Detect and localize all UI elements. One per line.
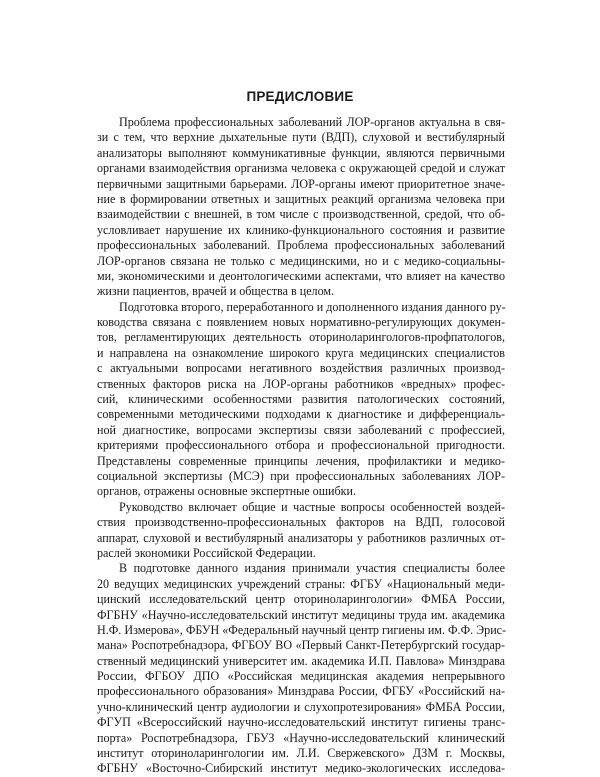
text-line: ководства связана с появлением новых нормативно-регулирующих докумен- — [97, 315, 505, 330]
page-title: ПРЕДИСЛОВИЕ — [246, 89, 354, 104]
text-line: ственных факторов риска на ЛОР-органы работников «вредных» профес- — [97, 376, 505, 391]
text-line: жизни пациентов, врачей и общества в целом. — [97, 284, 335, 299]
text-line: Руководство включает общие и частные вопросы особенностей воздей- — [119, 499, 505, 514]
text-line: ЛОР-органов связана не только с медицинскими, но и с медико-социальны- — [97, 253, 505, 268]
text-line: профессиональных заболеваний. Проблема профессиональных заболеваний — [97, 238, 505, 253]
text-line: Проблема профессиональных заболеваний ЛОР-органов актуальна в свя- — [119, 115, 505, 129]
text-line: анализаторы выполняют коммуникативные функции, являются первичными — [97, 145, 505, 160]
text-line: ной диагностике, вопросами экспертизы связи заболеваний с профессией, — [97, 422, 505, 437]
text-line: Подготовка второго, переработанного и дополненного издания данного ру- — [119, 299, 506, 314]
text-line: В подготовке данного издания принимали участия специалисты более — [119, 561, 505, 576]
text-line: профессионального образования» Минздрава России, ФГБУ «Российский на- — [97, 684, 505, 699]
text-line: современными методическими подходами к диагностике и дифференциаль- — [97, 407, 505, 422]
text-line: мана» Роспотребнадзора, ФГБОУ ВО «Первый Санкт-Петербургский государ- — [97, 638, 505, 653]
text-line: и направлена на ознакомление широкого круга медицинских специалистов — [97, 345, 505, 360]
text-line: цинский исследовательский центр оториноларингологии» ФМБА России, — [97, 592, 505, 607]
text-line: учно-клинический центр аудиологии и слухопротезирования» ФМБА России, — [97, 699, 505, 714]
paragraph-2 — [97, 300, 505, 500]
text-line: раслей экономики Российской Федерации. — [97, 545, 316, 560]
text-line: ФГБНУ «Научно-исследовательский институт медицины труда им. академика — [97, 607, 505, 622]
text-line: сий, клиническими особенностями развития патологических состояний, — [97, 392, 505, 407]
text-line: ФГУП «Всероссийский научно-исследовательский институт гигиены транс- — [97, 715, 505, 730]
text-line: критериями профессионального отбора и профессиональной пригодности. — [97, 438, 505, 453]
text-line: институт оториноларингологии им. Л.И. Свержевского» ДЗМ г. Москвы, — [97, 746, 505, 761]
text-line: Представлены современные принципы лечения, профилактики и медико- — [97, 453, 505, 468]
text-line: ственный медицинский университет им. академика И.П. Павлова» Минздрава — [97, 653, 505, 668]
preface-body — [97, 115, 505, 777]
text-line: условливает нарушение их клинико-функционального состояния и развитие — [97, 222, 505, 237]
paragraph-4 — [97, 561, 505, 776]
text-line: ние в формировании ответных и защитных реакций организма человека при — [97, 191, 505, 206]
text-line: порта» Роспотребнадзора, ГБУЗ «Научно-исследовательский клинический — [97, 730, 505, 745]
text-line: тов, регламентирующих деятельность оториноларингологов-профпатологов, — [97, 330, 505, 345]
text-line: социальной экспертизы (МСЭ) при профессиональных заболеваниях ЛОР- — [97, 468, 505, 483]
text-line: зи с тем, что верхние дыхательные пути (ВДП), слуховой и вестибулярный — [97, 130, 505, 145]
text-line: Н.Ф. Измерова», ФБУН «Федеральный научный центр гигиены им. Ф.Ф. Эрис- — [97, 622, 507, 637]
text-line: ствия производственно-профессиональных факторов на ВДП, голосовой — [97, 515, 505, 530]
text-line: взаимодействии с внешней, в том числе с производственной, средой, что об- — [97, 207, 505, 222]
text-line: с актуальными вопросами негативного воздействия различных производ- — [97, 361, 505, 376]
text-line: первичными защитными барьерами. ЛОР-органы имеют приоритетное значе- — [97, 176, 505, 191]
paragraph-3 — [97, 500, 505, 562]
text-line: России, ФГБОУ ДПО «Российская медицинская академия непрерывного — [97, 669, 505, 684]
text-line: 20 ведущих медицинских учреждений страны: ФГБУ «Национальный меди- — [97, 576, 505, 591]
text-line: ми, экономическими и деонтологическими аспектами, что влияет на качество — [97, 268, 505, 283]
text-line: ФГБНУ «Восточно-Сибирский институт медико-экологических исследова- — [97, 761, 505, 776]
text-line: органами взаимодействия организма человека с окружающей средой и служат — [97, 161, 505, 176]
paragraph-1 — [97, 115, 505, 300]
text-line: аппарат, слуховой и вестибулярный анализаторы у работников различных от- — [97, 530, 505, 545]
text-line: органов, отражены основные экспертные ошибки. — [97, 484, 357, 499]
